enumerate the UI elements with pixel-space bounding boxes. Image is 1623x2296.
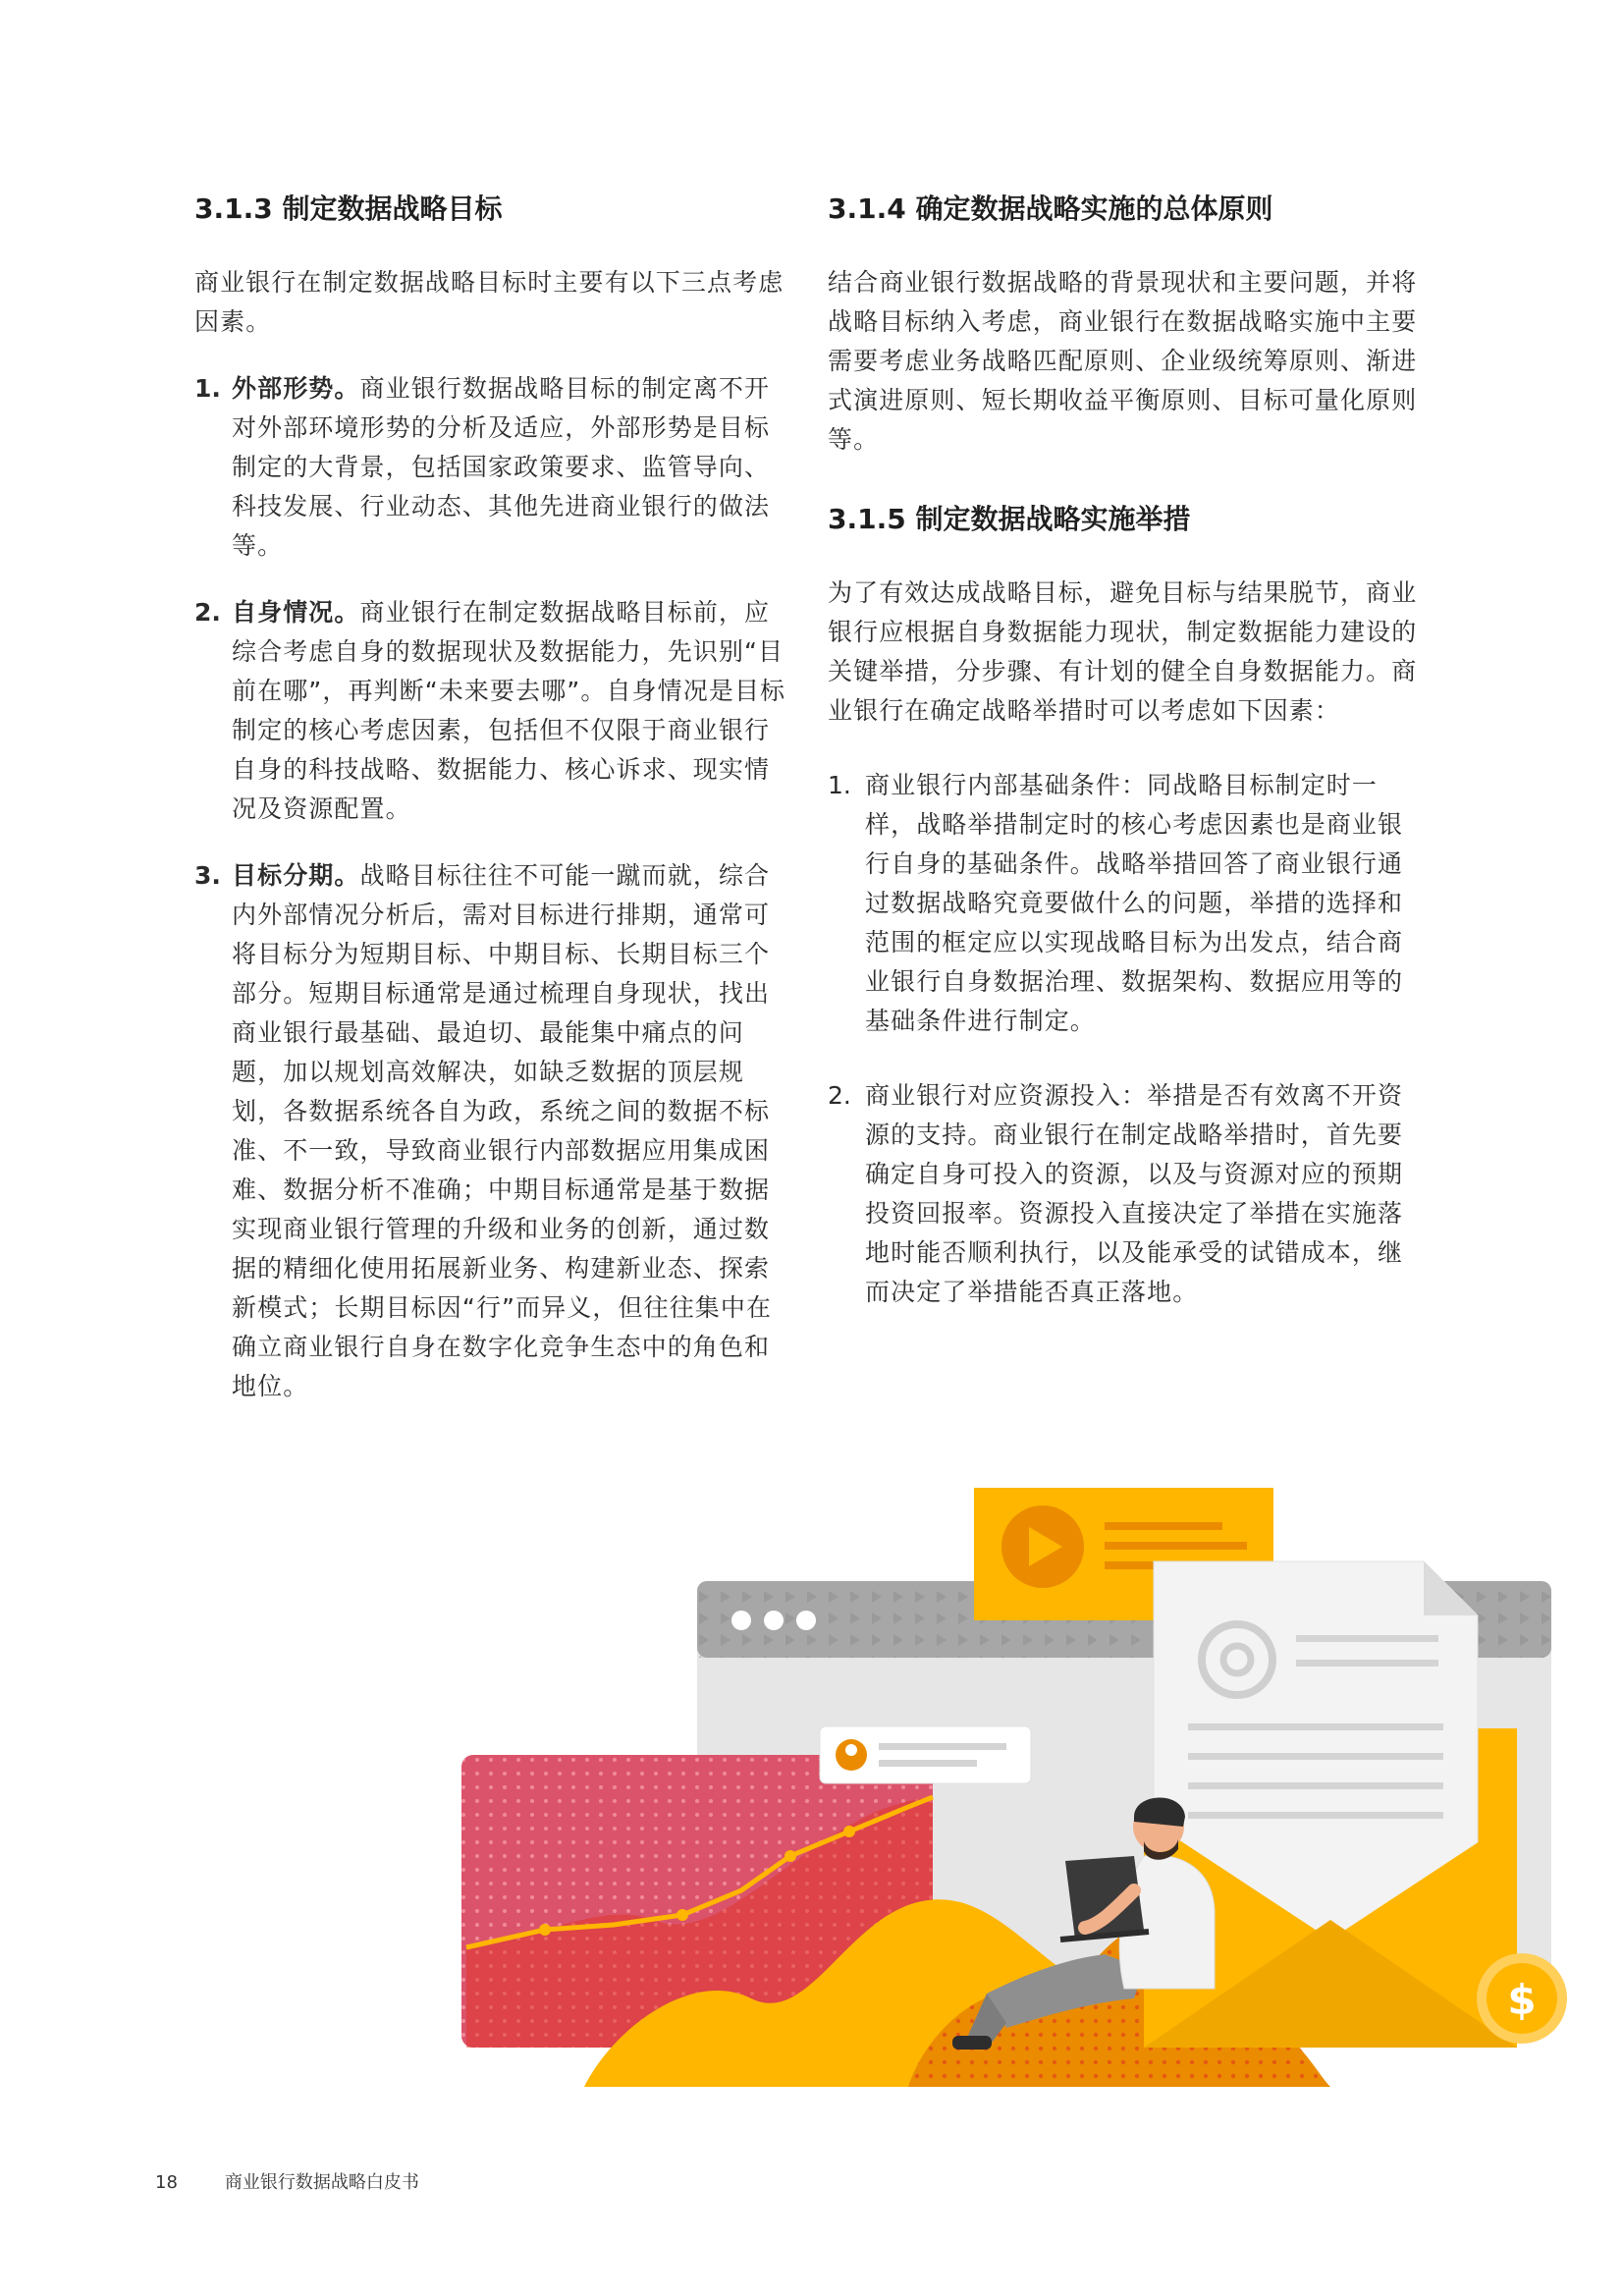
list-item [194, 856, 795, 1406]
illustration [457, 1478, 1605, 2087]
list-item-text: 商业银行对应资源投入：举措是否有效离不开资源的支持。商业银行在制定战略举措时，首先要确定自身可投入的资源，以及与资源对应的预期投资回报率。资源投入直接决定了举措在实施落地时能否顺利执行，以及能承受的试错成本，继而决定了举措能否真正落地。 [865, 1081, 1404, 1306]
measures-paragraph: 为了有效达成战略目标，避免目标与结果脱节，商业银行应根据自身数据能力现状，制定数据能力建设的关键举措，分步骤、有计划的健全自身数据能力。商业银行在确定战略举措时可以考虑如下因素： [828, 578, 1418, 725]
list-item-title: 目标分期。 [232, 861, 360, 890]
list-item [828, 1076, 1429, 1312]
dollar-coin-icon [1477, 1953, 1567, 2044]
profile-card-icon [820, 1726, 1031, 1783]
list-item-body [232, 856, 795, 1406]
list-item-number: 1. [828, 771, 851, 799]
coin-symbol: $ [1507, 1976, 1537, 2024]
list-item-body [232, 593, 795, 829]
page-footer [155, 2168, 419, 2194]
document-title: 商业银行数据战略白皮书 [224, 2172, 419, 2193]
principles-paragraph: 结合商业银行数据战略的背景现状和主要问题，并将战略目标纳入考虑，商业银行在数据战略实施中主要需要考虑业务战略匹配原则、企业级统筹原则、渐进式演进原则、短长期收益平衡原则、目标可量化原则等。 [828, 268, 1418, 454]
list-item-text: 商业银行内部基础条件：同战略目标制定时一样，战略举措制定时的核心考虑因素也是商业银行自身的基础条件。战略举措回答了商业银行通过数据战略究竟要做什么的问题，举措的选择和范围的框定应以实现战略目标为出发点，结合商业银行自身数据治理、数据架构、数据应用等的基础条件进行制定。 [865, 771, 1404, 1035]
list-item-body [232, 369, 795, 566]
section-heading-3-1-3: 3.1.3 制定数据战略目标 [194, 192, 503, 225]
list-item [828, 766, 1429, 1041]
section-heading-3-1-5: 3.1.5 制定数据战略实施举措 [828, 503, 1191, 535]
list-item-text: 商业银行在制定数据战略目标前，应综合考虑自身的数据现状及数据能力，先识别“目前在哪”，再判断“未来要去哪”。自身情况是目标制定的核心考虑因素，包括但不仅限于商业银行自身的科技战略、数据能力、核心诉求、现实情况及资源配置。 [232, 598, 786, 823]
section-heading-3-1-4: 3.1.4 确定数据战略实施的总体原则 [828, 192, 1273, 225]
left-intro-paragraph: 商业银行在制定数据战略目标时主要有以下三点考虑因素。 [194, 268, 784, 336]
right-column [828, 189, 1429, 1312]
list-item-number: 2. [194, 598, 221, 627]
list-item-title: 外部形势。 [232, 374, 360, 403]
list-item-number: 3. [194, 861, 221, 890]
list-item-title: 自身情况。 [232, 598, 360, 627]
list-item [194, 369, 795, 566]
list-item-number: 1. [194, 374, 221, 403]
left-column [194, 189, 795, 1406]
list-item-text: 商业银行数据战略目标的制定离不开对外部环境形势的分析及适应，外部形势是目标制定的大背景，包括国家政策要求、监管导向、科技发展、行业动态、其他先进商业银行的做法等。 [232, 374, 771, 560]
list-item [194, 593, 795, 829]
page-number: 18 [155, 2172, 178, 2193]
list-item-number: 2. [828, 1081, 851, 1110]
list-item-text: 战略目标往往不可能一蹴而就，综合内外部情况分析后，需对目标进行排期，通常可将目标分为短期目标、中期目标、长期目标三个部分。短期目标通常是通过梳理自身现状，找出商业银行最基础、最迫切、最能集中痛点的问题，加以规划高效解决，如缺乏数据的顶层规划，各数据系统各自为政，系统之间的数据不标准、不一致，导致商业银行内部数据应用集成困难、数据分析不准确；中期目标通常是基于数据实现商业银行管理的升级和业务的创新，通过数据的精细化使用拓展新业务、构建新业态、探索新模式；长期目标因“行”而异义，但往往集中在确立商业银行自身在数字化竞争生态中的角色和地位。 [232, 861, 773, 1400]
